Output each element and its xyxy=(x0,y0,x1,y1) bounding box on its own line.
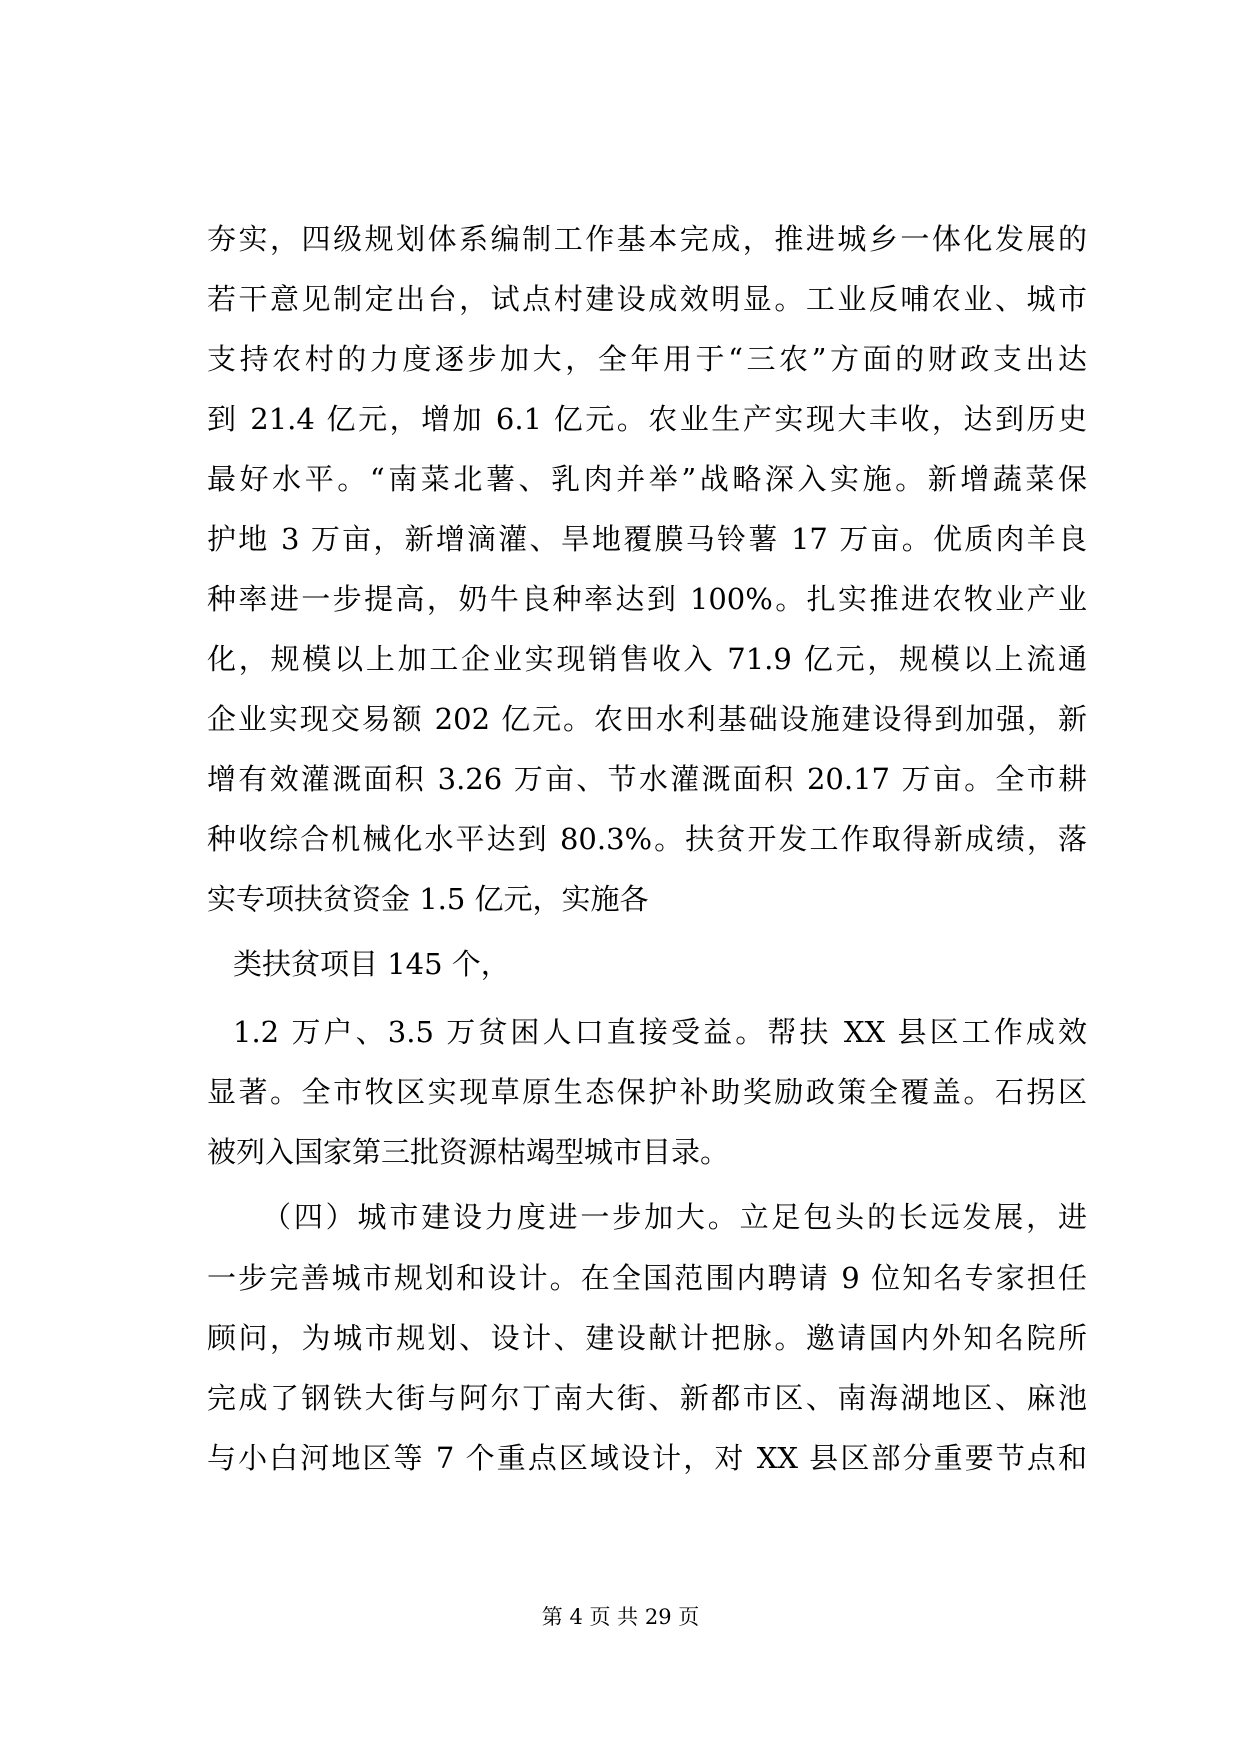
text-line: 一步完善城市规划和设计。在全国范围内聘请 9 位知名专家担任 xyxy=(207,1261,1087,1295)
text-line: 护地 3 万亩，新增滴灌、旱地覆膜马铃薯 17 万亩。优质肉羊良 xyxy=(207,522,1087,556)
text-line: 最好水平。“南菜北薯、乳肉并举”战略深入实施。新增蔬菜保 xyxy=(207,462,1087,496)
text-line: 显著。全市牧区实现草原生态保护补助奖励政策全覆盖。石拐区 xyxy=(207,1075,1087,1109)
text-line: 实专项扶贫资金 1.5 亿元，实施各 xyxy=(207,882,649,916)
text-line: 支持农村的力度逐步加大，全年用于“三农”方面的财政支出达 xyxy=(207,342,1087,376)
page-number-footer: 第 4 页 共 29 页 xyxy=(541,1605,700,1629)
text-line: 种收综合机械化水平达到 80.3%。扶贫开发工作取得新成绩，落 xyxy=(207,822,1087,856)
text-line: 夯实，四级规划体系编制工作基本完成，推进城乡一体化发展的 xyxy=(207,222,1087,256)
text-line: 到 21.4 亿元，增加 6.1 亿元。农业生产实现大丰收，达到历史 xyxy=(207,402,1087,436)
text-line: 化，规模以上加工企业实现销售收入 71.9 亿元，规模以上流通 xyxy=(207,642,1087,676)
text-line: 与小白河地区等 7 个重点区域设计，对 XX 县区部分重要节点和 xyxy=(207,1441,1087,1475)
text-line: （四）城市建设力度进一步加大。立足包头的长远发展，进 xyxy=(262,1200,1087,1234)
text-line: 完成了钢铁大街与阿尔丁南大街、新都市区、南海湖地区、麻池 xyxy=(207,1381,1087,1415)
text-line: 顾问，为城市规划、设计、建设献计把脉。邀请国内外知名院所 xyxy=(207,1321,1087,1355)
text-line: 类扶贫项目 145 个， xyxy=(233,947,510,981)
text-line: 种率进一步提高，奶牛良种率达到 100%。扎实推进农牧业产业 xyxy=(207,582,1087,616)
text-line: 增有效灌溉面积 3.26 万亩、节水灌溉面积 20.17 万亩。全市耕 xyxy=(207,762,1087,796)
text-line: 被列入国家第三批资源枯竭型城市目录。 xyxy=(207,1135,730,1169)
text-line: 1.2 万户、3.5 万贫困人口直接受益。帮扶 XX 县区工作成效 xyxy=(233,1015,1087,1049)
text-line: 企业实现交易额 202 亿元。农田水利基础设施建设得到加强，新 xyxy=(207,702,1087,736)
text-line: 若干意见制定出台，试点村建设成效明显。工业反哺农业、城市 xyxy=(207,282,1087,316)
